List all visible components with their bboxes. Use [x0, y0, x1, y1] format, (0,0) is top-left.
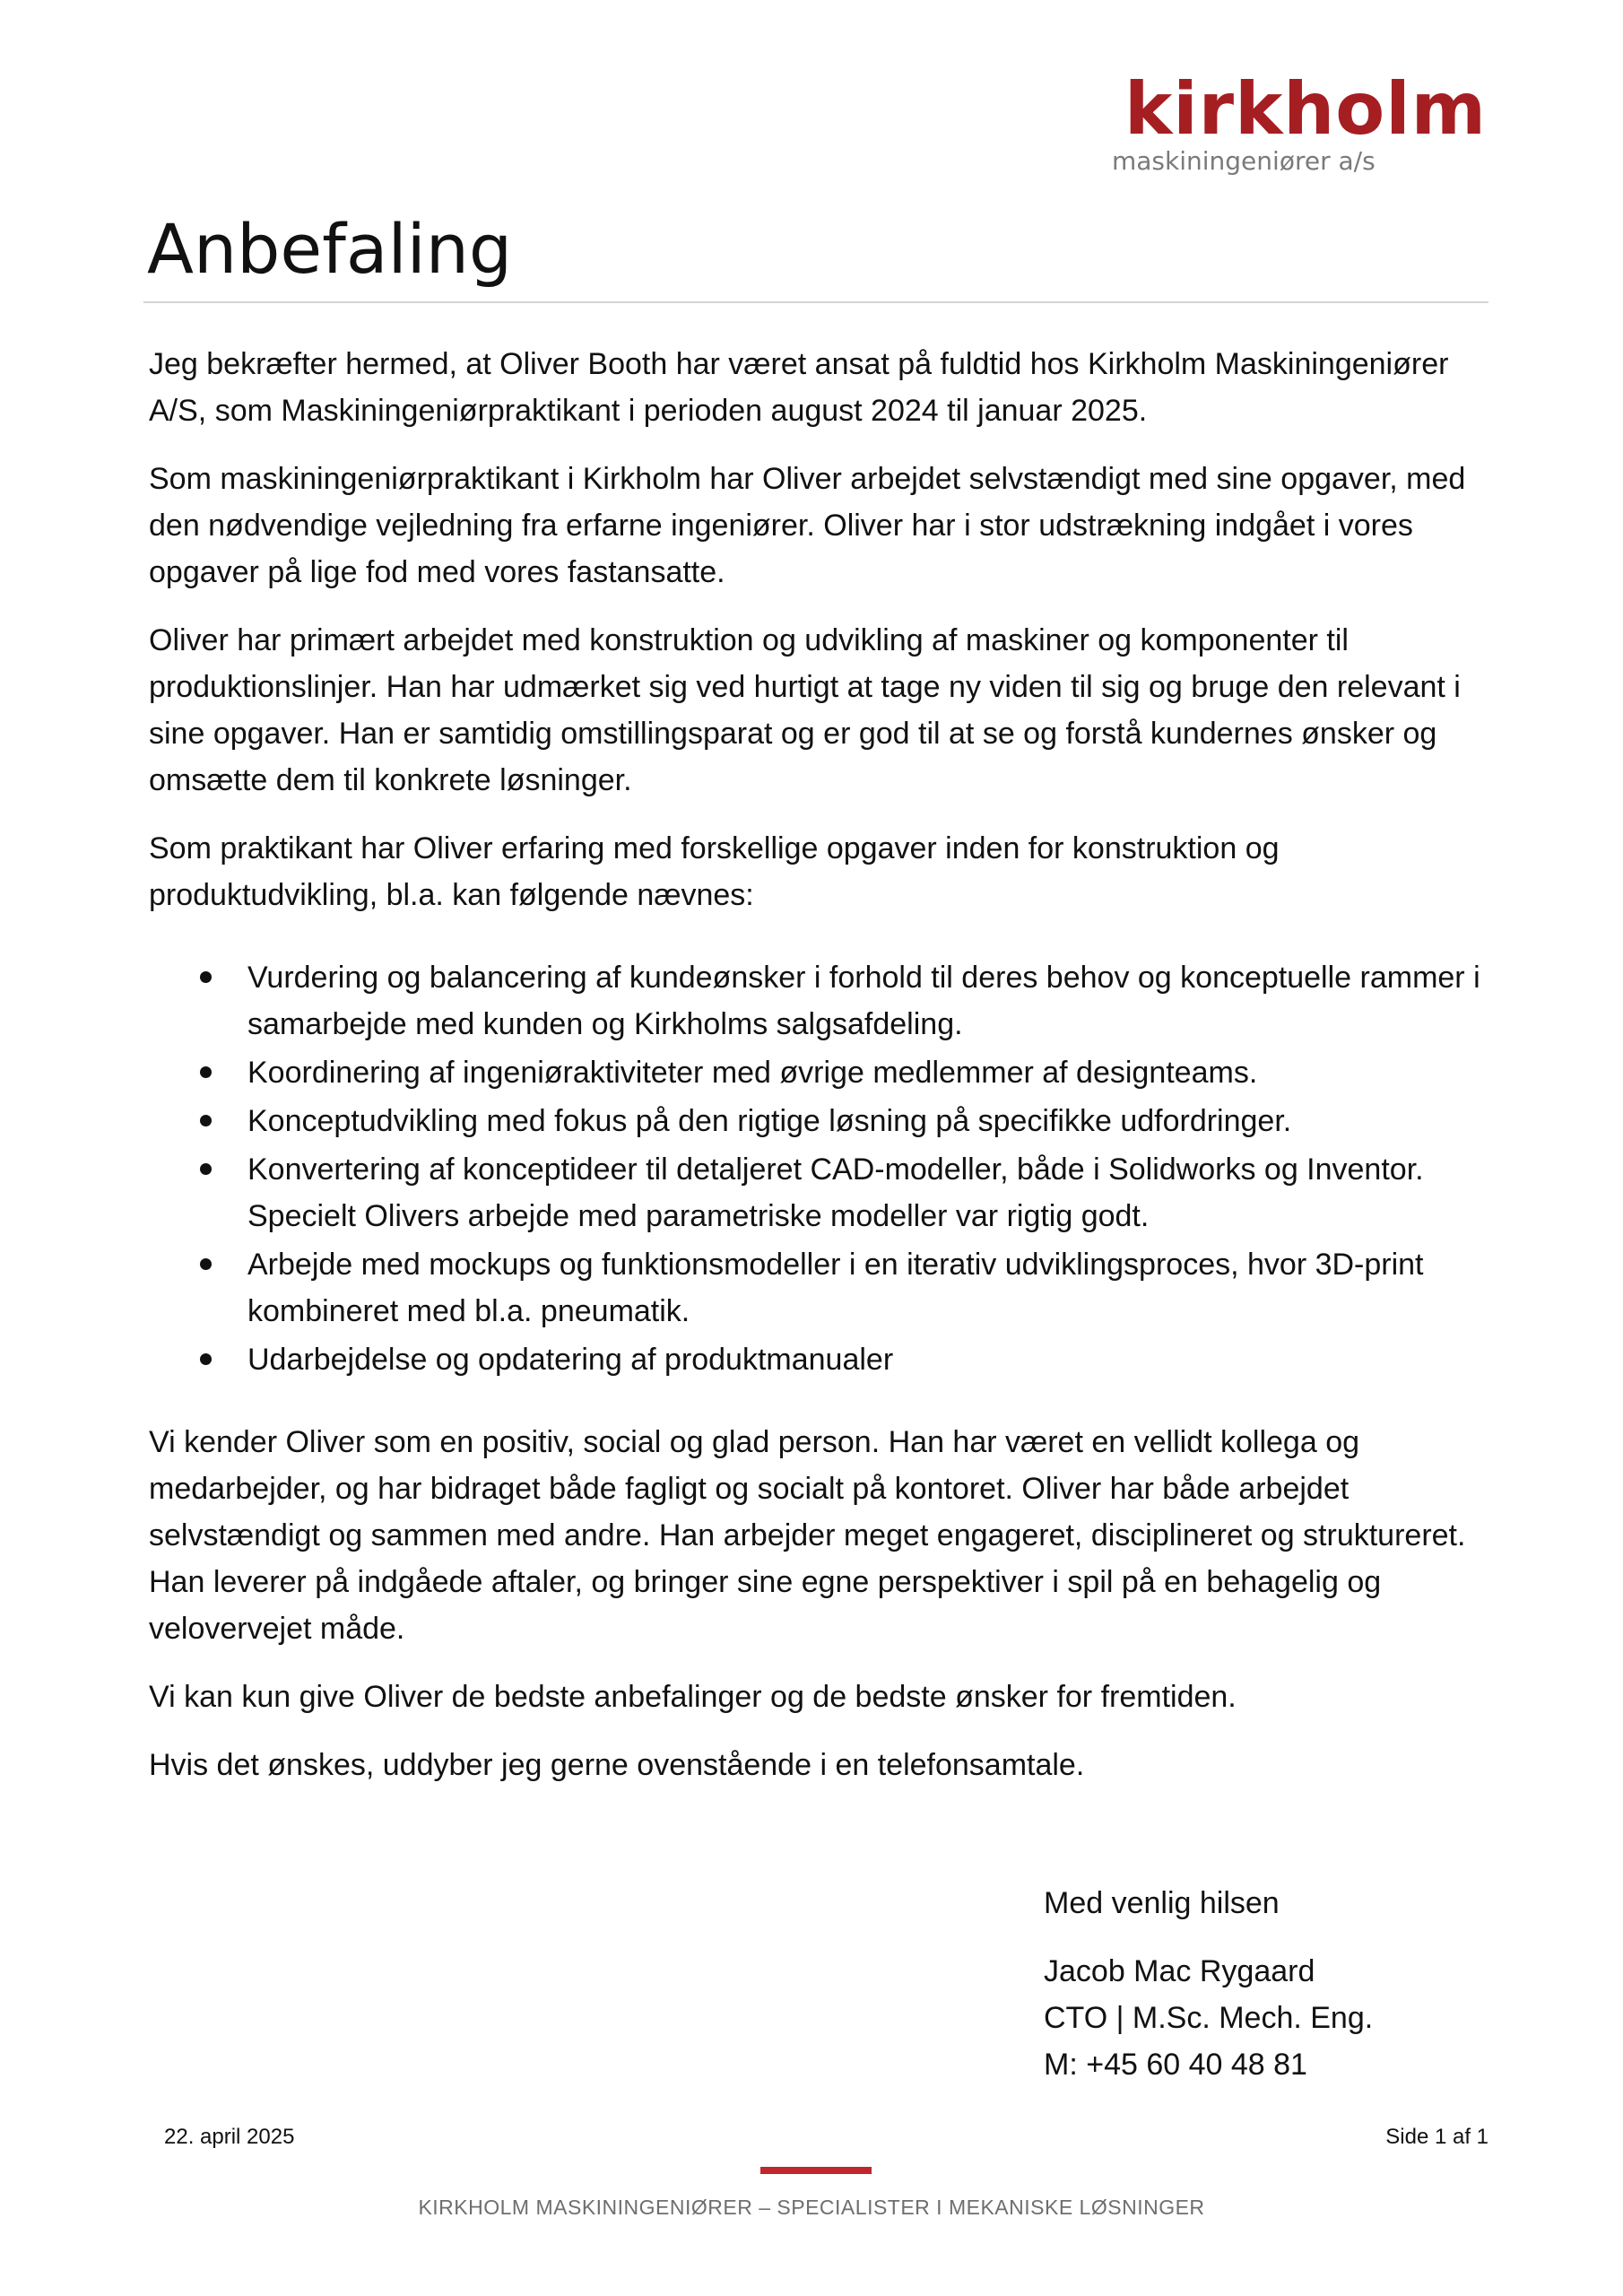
footer-accent-bar [760, 2167, 872, 2174]
paragraph-independence: Som maskiningeniørpraktikant i Kirkholm har Oliver arbejdet selvstændigt med sine opgaver, med den nødvendige vejledning fra erfarne ingeniører. Oliver har i stor udstrækning indgået i vores opgaver på lige fod med vores fastansatte. [149, 462, 1466, 589]
logo-subtitle: maskiningeniører a/s [1112, 146, 1376, 176]
list-item-text: Konceptudvikling med fokus på den rigtige løsning på specifikke udfordringer. [247, 1104, 1292, 1138]
task-list [149, 954, 1494, 1383]
company-logo [1110, 67, 1487, 176]
paragraph-personality: Vi kender Oliver som en positiv, social og glad person. Han har været en vellidt kollega og medarbejder, og har bidraget både fagligt og socialt på kontoret. Oliver har både arbejdet selvstændigt og sammen med andre. Han arbejder meget engageret, disciplineret og struktureret. Han leverer på indgåede aftaler, og bringer sine egne perspektiver i spil på en behagelig og velovervejet måde. [149, 1425, 1466, 1646]
bullet-icon [200, 1066, 212, 1078]
signer-phone: M: +45 60 40 48 81 [1044, 2048, 1307, 2082]
bullet-icon [200, 1115, 212, 1126]
list-item [149, 1146, 1494, 1239]
bullet-icon [200, 971, 212, 983]
closing-greeting: Med venlig hilsen [1044, 1886, 1280, 1920]
paragraph-contact-offer: Hvis det ønskes, uddyber jeg gerne ovenstående i en telefonsamtale. [149, 1748, 1085, 1782]
list-item [149, 1336, 1494, 1383]
signer-details [1044, 1948, 1474, 2088]
footer-tagline: KIRKHOLM MASKININGENIØRER – SPECIALISTER I MEKANISKE LØSNINGER [418, 2196, 1205, 2219]
bullet-icon [200, 1353, 212, 1365]
paragraph-employment: Jeg bekræfter hermed, at Oliver Booth har været ansat på fuldtid hos Kirkholm Maskiningeniører A/S, som Maskiningeniørpraktikant i perioden august 2024 til januar 2025. [149, 347, 1449, 428]
letter-body [149, 341, 1494, 1810]
list-item [149, 954, 1494, 1048]
signature-block [1044, 1880, 1474, 2088]
paragraph-work-areas: Oliver har primært arbejdet med konstruktion og udvikling af maskiner og komponenter til produktionslinjer. Han har udmærket sig ved hurtigt at tage ny viden til sig og bruge den relevant i sine opgaver. Han er samtidig omstillingsparat og er god til at se og forstå kundernes ønsker og omsætte dem til konkrete løsninger. [149, 623, 1461, 797]
list-item [149, 1098, 1494, 1144]
list-item-text: Udarbejdelse og opdatering af produktmanualer [247, 1343, 894, 1377]
signer-name: Jacob Mac Rygaard [1044, 1954, 1315, 1988]
signer-role: CTO | M.Sc. Mech. Eng. [1044, 2001, 1374, 2035]
paragraph-recommendation: Vi kan kun give Oliver de bedste anbefalinger og de bedste ønsker for fremtiden. [149, 1680, 1237, 1714]
bullet-icon [200, 1258, 212, 1270]
footer-page-number: Side 1 af 1 [1385, 2125, 1488, 2149]
logo-name: kirkholm [1124, 67, 1487, 151]
list-item-text: Arbejde med mockups og funktionsmodeller i en iterativ udviklingsproces, hvor 3D-print kombineret med bl.a. pneumatik. [247, 1248, 1424, 1328]
paragraph-tasks-intro: Som praktikant har Oliver erfaring med forskellige opgaver inden for konstruktion og produktudvikling, bl.a. kan følgende nævnes: [149, 831, 1280, 912]
list-item-text: Vurdering og balancering af kundeønsker i forhold til deres behov og konceptuelle rammer i samarbejde med kunden og Kirkholms salgsafdeling. [247, 961, 1480, 1041]
bullet-icon [200, 1163, 212, 1175]
footer-date: 22. april 2025 [164, 2125, 295, 2149]
page-title: Anbefaling [147, 209, 513, 289]
title-divider [143, 301, 1488, 303]
list-item [149, 1241, 1494, 1335]
list-item [149, 1049, 1494, 1096]
list-item-text: Koordinering af ingeniøraktiviteter med øvrige medlemmer af designteams. [247, 1056, 1258, 1090]
list-item-text: Konvertering af konceptideer til detaljeret CAD-modeller, både i Solidworks og Inventor. Specielt Olivers arbejde med parametriske modeller var rigtig godt. [247, 1152, 1424, 1233]
